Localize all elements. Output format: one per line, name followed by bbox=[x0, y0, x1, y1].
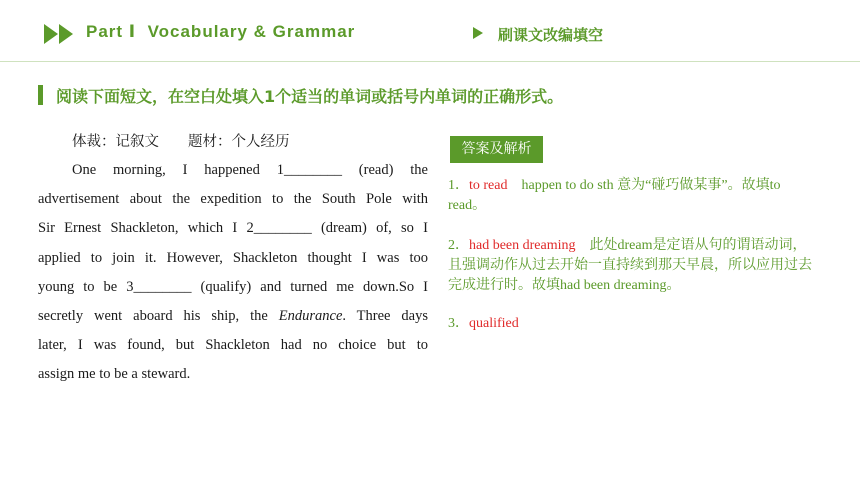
subsection-title: 刷课文改编填空 bbox=[498, 26, 604, 44]
header bbox=[0, 0, 860, 62]
answer-tag: 答案及解析 bbox=[450, 136, 543, 163]
passage-line: later, I was found, but Shackleton had no choice but to bbox=[38, 337, 428, 354]
play-triangle-icon bbox=[473, 27, 483, 39]
instruction-bar bbox=[38, 85, 43, 105]
passage-line bbox=[38, 302, 428, 331]
answer-number: 2． bbox=[448, 238, 469, 253]
passage-line: Sir Ernest Shackleton, which I 2________ (dream) of, so I bbox=[38, 220, 428, 237]
instruction-text: 阅读下面短文，在空白处填入1个适当的单词或括号内单词的正确形式。 bbox=[56, 87, 564, 106]
answer-key: had been dreaming bbox=[469, 238, 576, 253]
passage-meta: 体裁：记叙文 题材：个人经历 bbox=[72, 134, 290, 150]
passage-line: One morning, I happened 1________ (read) the bbox=[72, 162, 428, 178]
answer-key: qualified bbox=[469, 316, 519, 331]
answer-number: 1． bbox=[448, 178, 469, 193]
header-divider bbox=[0, 61, 860, 62]
answer-item bbox=[448, 176, 820, 216]
answer-explanation: happen to do sth 意为“碰巧做某事”。故填to read。 bbox=[448, 178, 781, 213]
passage-line: young to be 3________ (qualify) and turned me down.So I bbox=[38, 278, 428, 295]
passage bbox=[38, 128, 428, 390]
passage-line: assign me to be a steward. bbox=[38, 366, 191, 383]
passage-line: applied to join it. However, Shackleton thought I was too bbox=[38, 249, 428, 266]
answer-explanation: 此处dream是定语从句的谓语动词，且强调动作从过去开始一直持续到那天早晨，所以应用过去完成进行时。故填had been dreaming。 bbox=[448, 238, 812, 293]
part-title: Part Ⅰ Vocabulary & Grammar bbox=[86, 22, 356, 41]
passage-line: advertisement about the expedition to the South Pole with bbox=[38, 191, 428, 208]
passage-text: secretly went aboard his ship, the bbox=[38, 307, 279, 324]
answer-item bbox=[448, 314, 820, 334]
double-play-icon bbox=[44, 24, 76, 44]
answer-item bbox=[448, 236, 820, 296]
answer-number: 3． bbox=[448, 316, 469, 331]
ship-name: Endurance bbox=[278, 307, 343, 324]
answer-key: to read bbox=[469, 178, 508, 193]
passage-text: . Three days bbox=[342, 307, 429, 324]
